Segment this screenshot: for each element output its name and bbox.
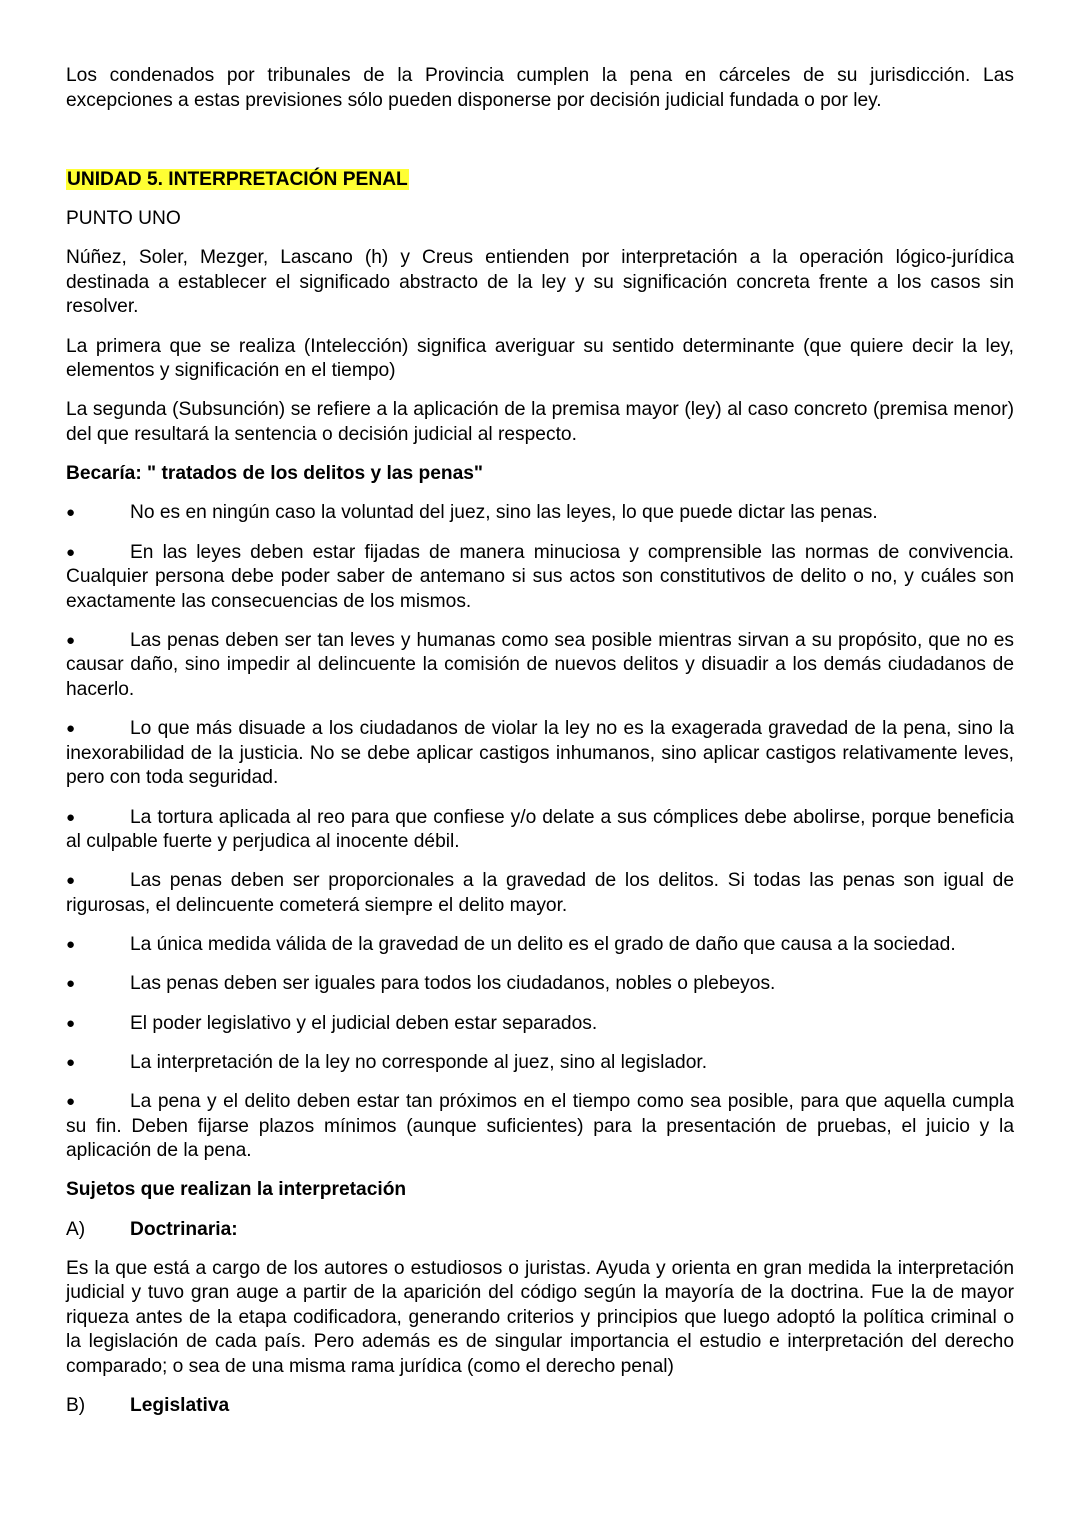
bullet-text: El poder legislativo y el judicial deben estar separados.	[130, 1012, 598, 1034]
bullet-item	[66, 1051, 1014, 1076]
section-a-label: Doctrinaria:	[130, 1218, 238, 1240]
bullet-item	[66, 869, 1014, 918]
section-a-heading	[66, 1218, 1014, 1243]
bullet-item	[66, 806, 1014, 855]
bullet-item	[66, 717, 1014, 791]
bullet-text: Las penas deben ser tan leves y humanas como sea posible mientras sirvan a su propósito, que no es causar daño, sino impedir al delincuente la comisión de nuevos delitos y disuadir a los demás ciudadanos de hacerlo.	[66, 629, 1014, 701]
bullet-dot-icon: ●	[66, 720, 76, 738]
bullet-text: En las leyes deben estar fijadas de manera minuciosa y comprensible las normas de convivencia. Cualquier persona debe poder saber de antemano si sus actos son constitutivos de delito o no, y cuáles son exactamente las consecuencias de los mismos.	[66, 541, 1014, 612]
bullet-dot-icon: ●	[66, 808, 76, 826]
bullet-dot-icon: ●	[66, 936, 76, 954]
bullet-text: Las penas deben ser iguales para todos los ciudadanos, nobles o plebeyos.	[130, 973, 776, 995]
section-b-heading	[66, 1394, 1014, 1419]
bullet-dot-icon: ●	[66, 543, 76, 561]
point-label: PUNTO UNO	[66, 208, 181, 229]
section-a-text: Es la que está a cargo de los autores o estudiosos o juristas. Ayuda y orienta en gran medida la interpretación judicial y tuvo gran auge a partir de la aparición del código según la mayoría de la doctrina. Fue la de mayor riqueza antes de la etapa codificadora, generando criterios y principios que luego adoptó la política criminal o la legislación de cada país. Pero además es de singular importancia el estudio e interpretación del derecho comparado; o sea de una misma rama jurídica (como el derecho penal)	[66, 1257, 1014, 1378]
bullet-dot-icon: ●	[66, 504, 76, 522]
section-b-label: Legislativa	[130, 1395, 230, 1417]
first-paragraph: La primera que se realiza (Intelección) significa averiguar su sentido determinante (que quiere decir la ley, elementos y significación en el tiempo)	[66, 335, 1014, 382]
bullet-text: La interpretación de la ley no corresponde al juez, sino al legislador.	[130, 1051, 708, 1073]
bullet-item	[66, 933, 1014, 958]
bullet-dot-icon: ●	[66, 631, 76, 649]
bullet-item	[66, 541, 1014, 615]
bullet-item	[66, 629, 1014, 703]
bullet-item	[66, 1090, 1014, 1164]
bullet-text: La tortura aplicada al reo para que confiese y/o delate a sus cómplices debe abolirse, porque beneficia al culpable fuerte y perjudica al inocente débil.	[66, 806, 1014, 853]
bullet-dot-icon: ●	[66, 872, 76, 890]
bullet-dot-icon: ●	[66, 1053, 76, 1071]
unit-heading: UNIDAD 5. INTERPRETACIÓN PENAL	[67, 169, 408, 190]
document-body	[66, 207, 1014, 1433]
intro-paragraph: Los condenados por tribunales de la Provincia cumplen la pena en cárceles de su jurisdicción. Las excepciones a estas previsiones sólo pueden disponerse por decisión judicial fundada o por ley.	[66, 65, 1014, 111]
definition-paragraph: Núñez, Soler, Mezger, Lascano (h) y Creus entienden por interpretación a la operación lógico-jurídica destinada a establecer el significado abstracto de la ley y su significación concreta frente a los casos sin resolver.	[66, 247, 1014, 318]
section-b-letter: B)	[66, 1395, 86, 1417]
bullet-dot-icon: ●	[66, 1014, 76, 1032]
section-a-letter: A)	[66, 1218, 86, 1240]
bullet-text: La única medida válida de la gravedad de un delito es el grado de daño que causa a la sociedad.	[130, 934, 956, 956]
unit-heading-row	[66, 168, 1014, 193]
bullet-text: Las penas deben ser proporcionales a la gravedad de los delitos. Si todas las penas son igual de rigurosas, el delincuente cometerá siempre el delito mayor.	[66, 870, 1014, 916]
becaria-heading: Becaría: " tratados de los delitos y las penas"	[66, 463, 484, 485]
bullet-text: La pena y el delito deben estar tan próximos en el tiempo como sea posible, para que aquella cumpla su fin. Deben fijarse plazos mínimos (aunque suficientes) para la presentación de pruebas, el juicio y la aplicación de la pena.	[66, 1090, 1014, 1162]
bullet-dot-icon: ●	[66, 975, 76, 993]
bullet-text: No es en ningún caso la voluntad del juez, sino las leyes, lo que puede dictar las penas.	[130, 502, 878, 524]
second-paragraph: La segunda (Subsunción) se refiere a la aplicación de la premisa mayor (ley) al caso concreto (premisa menor) del que resultará la sentencia o decisión judicial al respecto.	[66, 399, 1014, 445]
bullet-dot-icon: ●	[66, 1092, 76, 1110]
bullet-item	[66, 1012, 1014, 1037]
bullet-item	[66, 501, 1014, 526]
bullet-item	[66, 972, 1014, 997]
subjects-heading: Sujetos que realizan la interpretación	[66, 1179, 407, 1201]
bullet-text: Lo que más disuade a los ciudadanos de violar la ley no es la exagerada gravedad de la pena, sino la inexorabilidad de la justicia. No se debe aplicar castigos inhumanos, sino aplicar castigos relativamente leves, pero con toda seguridad.	[66, 718, 1014, 789]
